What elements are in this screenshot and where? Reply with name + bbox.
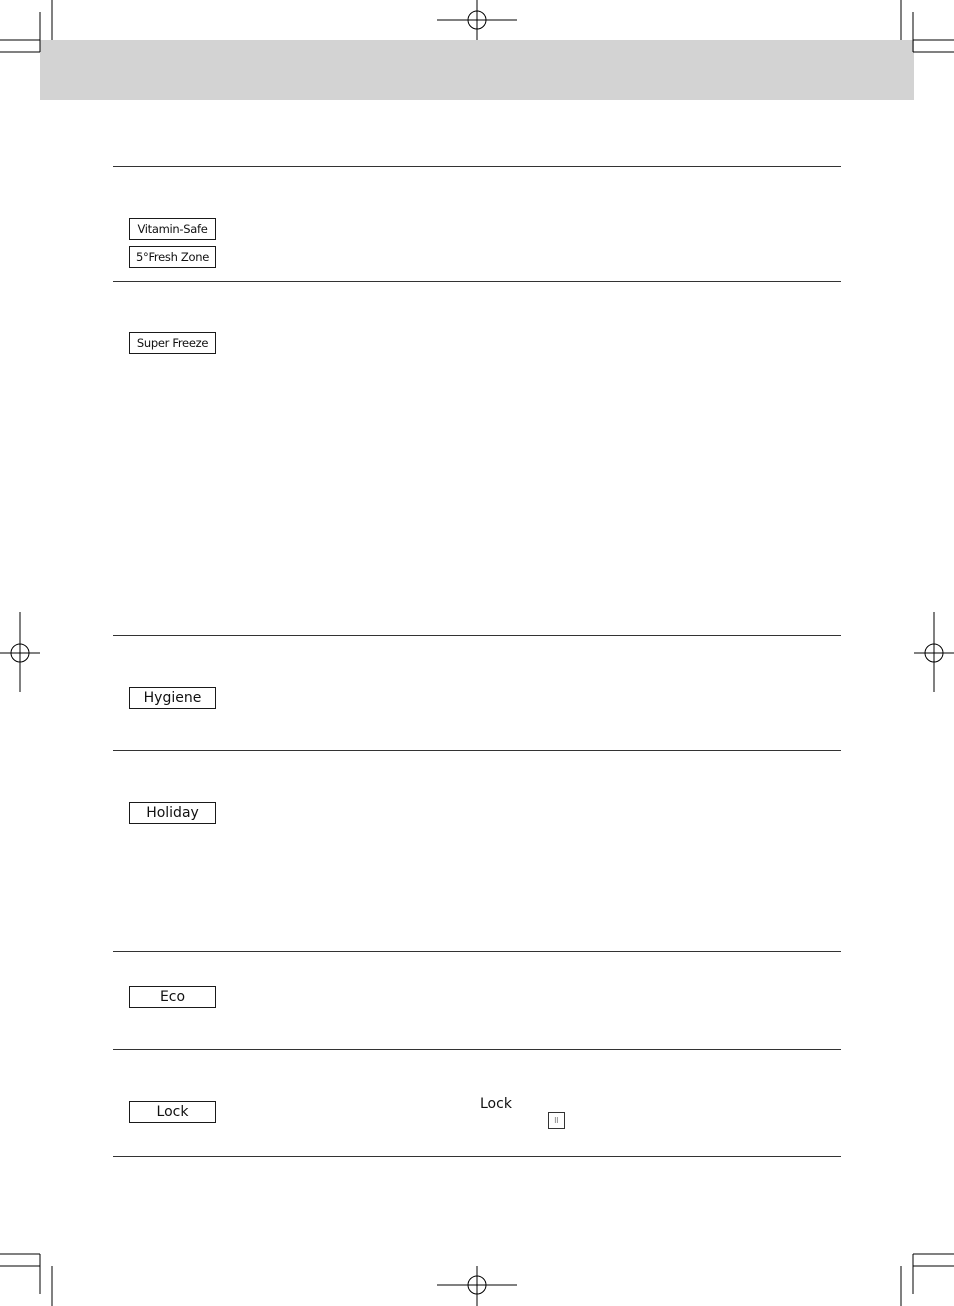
registration-mark-circle (11, 644, 29, 662)
header-band (40, 40, 914, 100)
section-divider (113, 166, 841, 167)
grid-dots-icon: ⠿ (548, 1112, 565, 1129)
eco-label: Eco (129, 986, 216, 1008)
lock-inline-word: Lock (480, 1096, 512, 1112)
section-divider (113, 1156, 841, 1157)
registration-mark-circle (468, 11, 486, 29)
section-divider (113, 635, 841, 636)
holiday-label: Holiday (129, 802, 216, 824)
vitamin-safe-label: Vitamin-Safe (129, 218, 216, 240)
section-divider (113, 1049, 841, 1050)
super-freeze-label: Super Freeze (129, 332, 216, 354)
section-divider (113, 750, 841, 751)
section-divider (113, 281, 841, 282)
fresh-zone-label: 5°Fresh Zone (129, 246, 216, 268)
registration-mark-circle (925, 644, 943, 662)
hygiene-label: Hygiene (129, 687, 216, 709)
section-divider (113, 951, 841, 952)
lock-label: Lock (129, 1101, 216, 1123)
registration-mark-circle (468, 1276, 486, 1294)
